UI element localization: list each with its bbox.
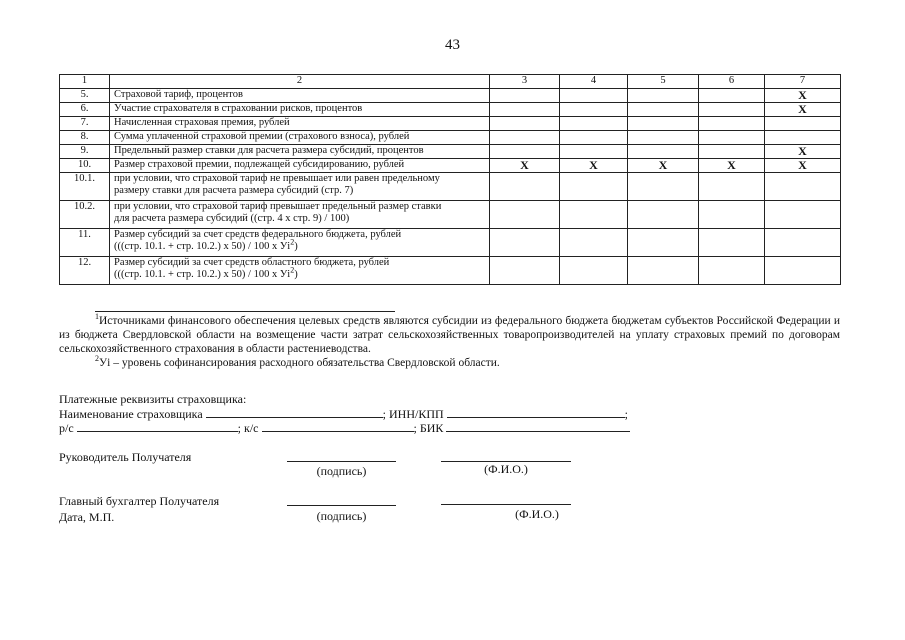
insurer-row (59, 406, 628, 421)
value-cell[interactable]: X (765, 145, 841, 159)
value-cell[interactable] (628, 131, 699, 145)
value-cell: X (560, 159, 628, 173)
row-number: 7. (60, 117, 110, 131)
value-cell[interactable] (560, 257, 628, 285)
value-cell[interactable] (490, 131, 560, 145)
table-row (60, 131, 841, 145)
row-number: 10.2. (60, 201, 110, 229)
footnotes (59, 314, 840, 370)
row-description (110, 201, 490, 229)
value-cell[interactable] (765, 173, 841, 201)
value-cell[interactable] (628, 201, 699, 229)
footnote-1 (59, 314, 840, 356)
footnote-text: Уi – уровень софинансирования расходного обязательства Свердловской области. (99, 357, 500, 369)
value-cell[interactable] (765, 131, 841, 145)
value-cell[interactable] (699, 145, 765, 159)
header-cell: 6 (699, 75, 765, 89)
accountant-signature-caption: (подпись) (316, 509, 367, 523)
value-cell[interactable] (628, 103, 699, 117)
head-signature-line[interactable] (287, 461, 396, 462)
rs-label: р/с (59, 421, 74, 435)
insurer-name-field[interactable] (206, 406, 383, 418)
footnote-ref: 2 (290, 237, 295, 247)
value-cell[interactable] (699, 257, 765, 285)
value-cell[interactable] (699, 89, 765, 103)
value-cell[interactable] (560, 89, 628, 103)
row-number: 11. (60, 229, 110, 257)
insurer-name-label: Наименование страховщика (59, 407, 203, 421)
value-cell[interactable] (765, 117, 841, 131)
value-cell[interactable] (628, 173, 699, 201)
row-description-line: Размер субсидий за счет средств областного бюджета, рублей (114, 257, 390, 268)
row-description-line: размеру ставки для расчета размера субсидий (стр. 7) (114, 185, 354, 196)
value-cell[interactable] (699, 103, 765, 117)
ks-field[interactable] (262, 420, 414, 432)
table-row (60, 173, 841, 201)
value-cell[interactable] (765, 229, 841, 257)
footnote-mark: 2 (95, 354, 99, 364)
accountant-label: Главный бухгалтер Получателя (59, 494, 220, 508)
value-cell[interactable] (699, 131, 765, 145)
header-cell: 7 (765, 75, 841, 89)
value-cell[interactable] (560, 117, 628, 131)
ks-label: ; к/с (237, 421, 259, 435)
table-row (60, 201, 841, 229)
inn-label: ; ИНН/КПП (382, 407, 444, 421)
value-cell[interactable] (560, 103, 628, 117)
row-formula-tail: ) (294, 269, 298, 280)
value-cell[interactable] (490, 89, 560, 103)
value-cell[interactable] (628, 145, 699, 159)
row-description (110, 257, 490, 285)
row-description-line: Размер субсидий за счет средств федерального бюджета, рублей (114, 229, 402, 240)
value-cell[interactable] (560, 201, 628, 229)
row-formula: (((стр. 10.1. + стр. 10.2.) х 50) / 100 х Уi (114, 269, 291, 280)
row-formula-tail: ) (294, 241, 298, 252)
requisites-title: Платежные реквизиты страховщика: (59, 392, 247, 406)
page-number: 43 (445, 37, 460, 53)
table-row (60, 257, 841, 285)
footnote-divider (95, 311, 395, 312)
value-cell[interactable] (699, 117, 765, 131)
table-row (60, 229, 841, 257)
value-cell[interactable] (490, 145, 560, 159)
footnote-ref: 2 (290, 265, 295, 275)
date-label: Дата, М.П. (59, 510, 115, 524)
value-cell[interactable] (560, 229, 628, 257)
value-cell[interactable] (490, 117, 560, 131)
value-cell[interactable] (560, 145, 628, 159)
value-cell[interactable] (628, 257, 699, 285)
accountant-fio-line[interactable] (441, 504, 571, 505)
value-cell[interactable]: X (765, 89, 841, 103)
row-number: 10. (60, 159, 110, 173)
rs-field[interactable] (77, 420, 238, 432)
row-description: Страховой тариф, процентов (110, 89, 490, 103)
row-description: Сумма уплаченной страховой премии (страхового взноса), рублей (110, 131, 490, 145)
footnote-text: Источниками финансового обеспечения целевых средств являются субсидии из федерального бюджета бюджетам субъектов Российской Федерации и из бюджета Свердловской области на возмещение части затрат сельскохозяйственных товаропроизводителей на уплату страховых премий по договорам сельскохозяйственного страхования в области растениеводства. (59, 315, 840, 355)
row-formula: (((стр. 10.1. + стр. 10.2.) х 50) / 100 х Уi (114, 241, 291, 252)
value-cell: X (765, 159, 841, 173)
row-number: 8. (60, 131, 110, 145)
table-row (60, 145, 841, 159)
inn-kpp-field[interactable] (447, 406, 625, 418)
subsidy-calculation-table (59, 74, 841, 285)
row-number: 12. (60, 257, 110, 285)
value-cell: X (699, 159, 765, 173)
value-cell[interactable] (490, 103, 560, 117)
head-fio-caption: (Ф.И.О.) (484, 462, 528, 476)
value-cell: X (490, 159, 560, 173)
row-description (110, 173, 490, 201)
value-cell[interactable] (490, 257, 560, 285)
value-cell: X (628, 159, 699, 173)
row-number: 6. (60, 103, 110, 117)
row-description (110, 229, 490, 257)
accountant-fio-caption: (Ф.И.О.) (515, 507, 559, 521)
footnote-2 (59, 356, 840, 370)
row-description: Размер страховой премии, подлежащей субсидированию, рублей (110, 159, 490, 173)
bank-row (59, 420, 630, 435)
row-description-line: при условии, что страховой тариф не превышает или равен предельному (114, 173, 440, 184)
row-description: Начисленная страховая премия, рублей (110, 117, 490, 131)
header-cell: 5 (628, 75, 699, 89)
value-cell[interactable] (490, 229, 560, 257)
row-description-line: при условии, что страховой тариф превышает предельный размер ставки (114, 201, 442, 212)
row-number: 5. (60, 89, 110, 103)
table-row (60, 89, 841, 103)
value-cell[interactable] (490, 201, 560, 229)
inn-end: ; (624, 407, 629, 421)
row-description: Предельный размер ставки для расчета размера субсидий, процентов (110, 145, 490, 159)
value-cell[interactable]: X (765, 103, 841, 117)
table-row (60, 159, 841, 173)
header-cell: 3 (490, 75, 560, 89)
table-header-row (60, 75, 841, 89)
row-number: 10.1. (60, 173, 110, 201)
header-cell: 2 (110, 75, 490, 89)
row-description-line: для расчета размера субсидий ((стр. 4 х стр. 9) / 100) (114, 213, 350, 224)
value-cell[interactable] (699, 173, 765, 201)
bik-field[interactable] (446, 420, 630, 432)
row-description: Участие страхователя в страховании рисков, процентов (110, 103, 490, 117)
value-cell[interactable] (490, 173, 560, 201)
value-cell[interactable] (699, 229, 765, 257)
value-cell[interactable] (628, 117, 699, 131)
value-cell[interactable] (699, 201, 765, 229)
header-cell: 1 (60, 75, 110, 89)
head-signature-caption: (подпись) (316, 464, 367, 478)
bik-label: ; БИК (413, 421, 444, 435)
value-cell[interactable] (560, 131, 628, 145)
value-cell[interactable] (628, 89, 699, 103)
value-cell[interactable] (765, 257, 841, 285)
table-row (60, 103, 841, 117)
value-cell[interactable] (628, 229, 699, 257)
table-row (60, 117, 841, 131)
accountant-signature-line[interactable] (287, 505, 396, 506)
value-cell[interactable] (560, 173, 628, 201)
value-cell[interactable] (765, 201, 841, 229)
head-label: Руководитель Получателя (59, 450, 192, 464)
header-cell: 4 (560, 75, 628, 89)
footnote-mark: 1 (95, 312, 99, 322)
row-number: 9. (60, 145, 110, 159)
